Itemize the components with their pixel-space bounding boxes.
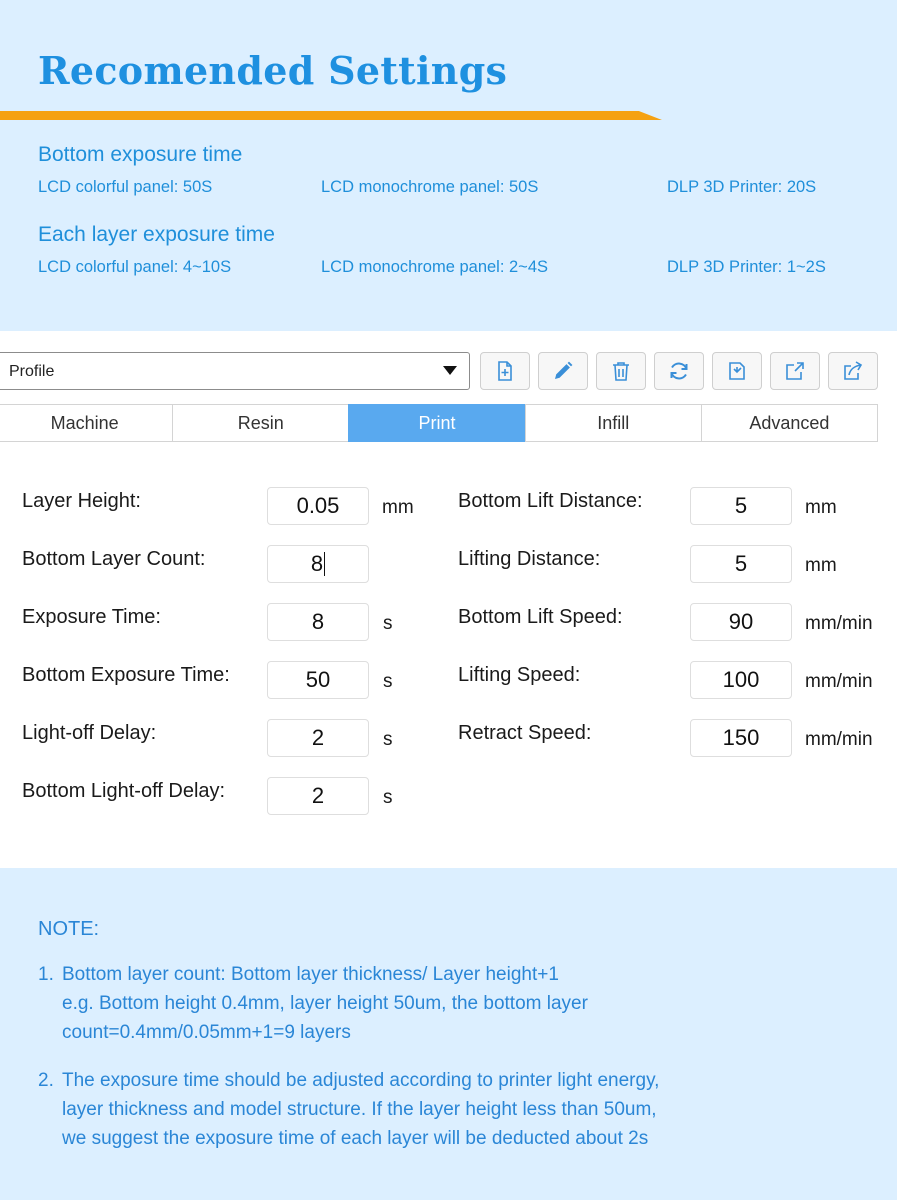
bottom-light-off-delay-input[interactable]: 2 bbox=[267, 777, 369, 815]
light-off-delay-unit: s bbox=[383, 729, 393, 750]
exposure-time-input[interactable]: 8 bbox=[267, 603, 369, 641]
bottom-exposure-heading: Bottom exposure time bbox=[38, 143, 243, 166]
bottom-lift-speed-label: Bottom Lift Speed: bbox=[458, 606, 623, 628]
refresh-icon bbox=[667, 359, 691, 383]
profile-dropdown[interactable] bbox=[0, 352, 470, 390]
tab-advanced[interactable]: Advanced bbox=[701, 404, 878, 442]
tab-infill[interactable]: Infill bbox=[525, 404, 701, 442]
note-line: The exposure time should be adjusted according to printer light energy, bbox=[62, 1070, 660, 1091]
notes-title: NOTE: bbox=[38, 918, 100, 940]
bottom-light-off-delay-unit: s bbox=[383, 787, 393, 808]
bottom-exposure-time-label: Bottom Exposure Time: bbox=[22, 664, 230, 686]
lifting-speed-label: Lifting Speed: bbox=[458, 664, 581, 686]
note-line: we suggest the exposure time of each layer will be deducted about 2s bbox=[62, 1128, 649, 1149]
lifting-distance-label: Lifting Distance: bbox=[458, 548, 601, 570]
notes-section bbox=[0, 868, 897, 1200]
layer-exposure-dlp: DLP 3D Printer: 1~2S bbox=[667, 258, 826, 276]
export-alt-icon bbox=[841, 359, 865, 383]
recommended-settings-section bbox=[0, 0, 897, 331]
light-off-delay-input[interactable]: 2 bbox=[267, 719, 369, 757]
edit-profile-button[interactable] bbox=[538, 352, 588, 390]
note-number: 2. bbox=[38, 1070, 54, 1091]
bottom-layer-count-label: Bottom Layer Count: bbox=[22, 548, 206, 570]
note-item bbox=[38, 960, 798, 1047]
bottom-exposure-lcd-mono: LCD monochrome panel: 50S bbox=[321, 178, 539, 196]
layer-height-input[interactable]: 0.05 bbox=[267, 487, 369, 525]
bottom-exposure-time-input[interactable]: 50 bbox=[267, 661, 369, 699]
bottom-lift-distance-label: Bottom Lift Distance: bbox=[458, 490, 643, 512]
note-number: 1. bbox=[38, 964, 54, 985]
title-accent-bar bbox=[0, 111, 662, 120]
export-icon bbox=[783, 359, 807, 383]
bottom-lift-speed-input[interactable]: 90 bbox=[690, 603, 792, 641]
layer-exposure-lcd-mono: LCD monochrome panel: 2~4S bbox=[321, 258, 549, 276]
lifting-speed-unit: mm/min bbox=[805, 671, 873, 692]
text-cursor bbox=[324, 552, 325, 576]
import-icon bbox=[725, 359, 749, 383]
bottom-exposure-dlp: DLP 3D Printer: 20S bbox=[667, 178, 817, 196]
profile-dropdown-label: Profile bbox=[9, 363, 55, 380]
note-item bbox=[38, 1066, 798, 1153]
slicer-settings-panel bbox=[0, 331, 897, 868]
settings-tabs bbox=[0, 404, 878, 442]
lifting-distance-input[interactable]: 5 bbox=[690, 545, 792, 583]
page-title: Recomended Settings bbox=[38, 48, 508, 93]
exposure-time-label: Exposure Time: bbox=[22, 606, 161, 628]
lifting-distance-unit: mm bbox=[805, 555, 837, 576]
note-line: e.g. Bottom height 0.4mm, layer height 50um, the bottom layer bbox=[62, 993, 588, 1014]
import-profile-button[interactable] bbox=[712, 352, 762, 390]
bottom-lift-distance-input[interactable]: 5 bbox=[690, 487, 792, 525]
note-line: count=0.4mm/0.05mm+1=9 layers bbox=[62, 1022, 351, 1043]
bottom-layer-count-input[interactable] bbox=[267, 545, 369, 583]
retract-speed-label: Retract Speed: bbox=[458, 722, 592, 744]
layer-height-unit: mm bbox=[382, 497, 414, 518]
layer-exposure-heading: Each layer exposure time bbox=[38, 223, 275, 246]
bottom-layer-count-value: 8 bbox=[310, 551, 324, 576]
tab-resin[interactable]: Resin bbox=[172, 404, 348, 442]
light-off-delay-label: Light-off Delay: bbox=[22, 722, 157, 744]
note-line: layer thickness and model structure. If the layer height less than 50um, bbox=[62, 1099, 657, 1120]
dropdown-arrow-icon bbox=[443, 366, 457, 375]
note-line: Bottom layer count: Bottom layer thickness/ Layer height+1 bbox=[62, 964, 559, 985]
trash-icon bbox=[609, 359, 633, 383]
add-file-icon bbox=[493, 359, 517, 383]
retract-speed-input[interactable]: 150 bbox=[690, 719, 792, 757]
bottom-light-off-delay-label: Bottom Light-off Delay: bbox=[22, 780, 226, 802]
layer-height-label: Layer Height: bbox=[22, 490, 141, 512]
bottom-exposure-time-unit: s bbox=[383, 671, 393, 692]
export-all-button[interactable] bbox=[828, 352, 878, 390]
retract-speed-unit: mm/min bbox=[805, 729, 873, 750]
delete-profile-button[interactable] bbox=[596, 352, 646, 390]
tab-machine[interactable]: Machine bbox=[0, 404, 172, 442]
bottom-lift-distance-unit: mm bbox=[805, 497, 837, 518]
lifting-speed-input[interactable]: 100 bbox=[690, 661, 792, 699]
exposure-time-unit: s bbox=[383, 613, 393, 634]
refresh-profile-button[interactable] bbox=[654, 352, 704, 390]
tab-print[interactable]: Print bbox=[348, 404, 524, 442]
edit-pencil-icon bbox=[551, 359, 575, 383]
add-profile-button[interactable] bbox=[480, 352, 530, 390]
bottom-exposure-lcd-colorful: LCD colorful panel: 50S bbox=[38, 178, 213, 196]
export-profile-button[interactable] bbox=[770, 352, 820, 390]
layer-exposure-lcd-colorful: LCD colorful panel: 4~10S bbox=[38, 258, 232, 276]
bottom-lift-speed-unit: mm/min bbox=[805, 613, 873, 634]
